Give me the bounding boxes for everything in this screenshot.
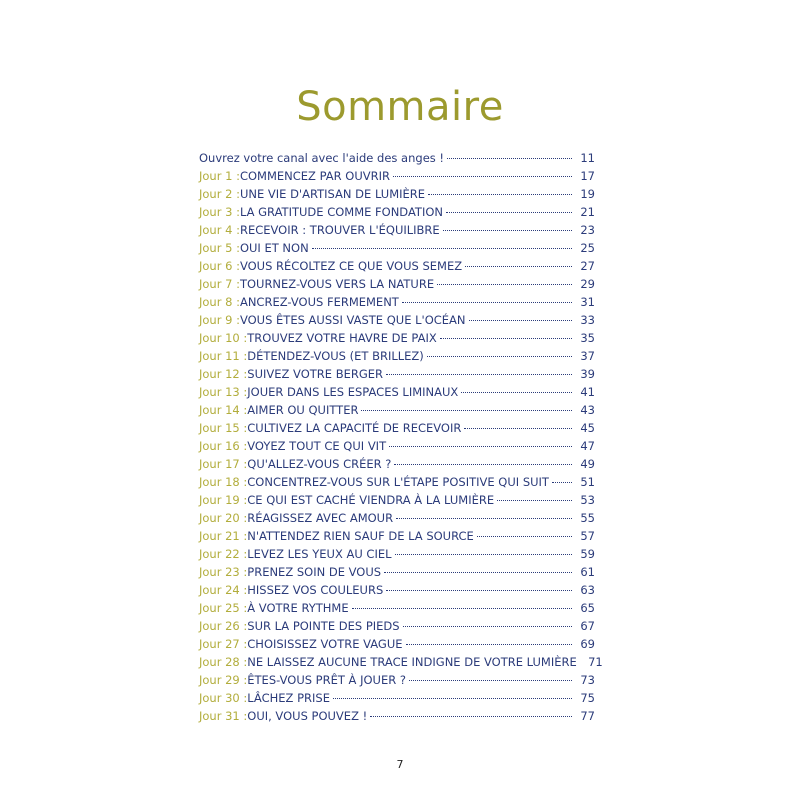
- toc-dot-leader: [440, 338, 572, 339]
- toc-entry-day-prefix: Jour 16 :: [199, 439, 248, 453]
- toc-entry-title: COMMENCEZ PAR OUVRIR: [239, 169, 390, 183]
- toc-entry-title: UNE VIE D'ARTISAN DE LUMIÈRE: [239, 187, 426, 201]
- toc-entry-title: CULTIVEZ LA CAPACITÉ DE RECEVOIR: [247, 421, 462, 435]
- toc-entry: [199, 349, 595, 367]
- toc-entry: [199, 169, 595, 187]
- toc-entry: [199, 439, 595, 457]
- toc-dot-leader: [552, 482, 572, 483]
- toc-entry: [199, 583, 595, 601]
- toc-entry-day-prefix: Jour 6 :: [199, 259, 240, 273]
- toc-dot-leader: [465, 266, 572, 267]
- toc-dot-leader: [427, 356, 572, 357]
- toc-entry-page-number: 59: [580, 547, 595, 561]
- toc-entry-day-prefix: Jour 26 :: [199, 619, 248, 633]
- toc-dot-leader: [386, 374, 572, 375]
- toc-dot-leader: [394, 464, 572, 465]
- toc-entry: [199, 655, 603, 673]
- toc-entry-title: N'ATTENDEZ RIEN SAUF DE LA SOURCE: [247, 529, 474, 543]
- toc-entry-day-prefix: Jour 23 :: [199, 565, 248, 579]
- toc-dot-leader: [389, 446, 572, 447]
- toc-entry-page-number: 43: [580, 403, 595, 417]
- page-number-footer: 7: [396, 758, 404, 771]
- toc-entry-page-number: 47: [580, 439, 595, 453]
- toc-entry-title: TOURNEZ-VOUS VERS LA NATURE: [239, 277, 435, 291]
- toc-entry-title: À VOTRE RYTHME: [247, 601, 349, 615]
- toc-entry: [199, 637, 595, 655]
- toc-dot-leader: [464, 428, 572, 429]
- toc-entry: [199, 187, 595, 205]
- toc-entry-day-prefix: Jour 14 :: [199, 403, 248, 417]
- toc-entry: [199, 205, 595, 223]
- toc-entry-title: ANCREZ-VOUS FERMEMENT: [239, 295, 399, 309]
- toc-dot-leader: [333, 698, 572, 699]
- toc-entry-day-prefix: Jour 12 :: [199, 367, 248, 381]
- toc-entry-page-number: 39: [580, 367, 595, 381]
- toc-entry-page-number: 55: [580, 511, 595, 525]
- toc-entry-day-prefix: Jour 10 :: [199, 331, 248, 345]
- toc-entry-day-prefix: Jour 20 :: [199, 511, 248, 525]
- toc-entry-title: AIMER OU QUITTER: [247, 403, 359, 417]
- toc-dot-leader: [352, 608, 572, 609]
- toc-entry-page-number: 65: [580, 601, 595, 615]
- toc-dot-leader: [428, 194, 572, 195]
- toc-entry-day-prefix: Jour 7 :: [199, 277, 240, 291]
- toc-entry-title: CHOISISSEZ VOTRE VAGUE: [247, 637, 403, 651]
- toc-entry-page-number: 45: [580, 421, 595, 435]
- toc-entry-day-prefix: Jour 21 :: [199, 529, 248, 543]
- toc-entry-title: RECEVOIR : TROUVER L'ÉQUILIBRE: [239, 223, 440, 237]
- toc-entry-title: DÉTENDEZ-VOUS (ET BRILLEZ): [247, 349, 424, 363]
- toc-entry: [199, 403, 595, 421]
- toc-entry-day-prefix: Jour 31 :: [199, 709, 248, 723]
- toc-entry-day-prefix: Jour 25 :: [199, 601, 248, 615]
- toc-entry: [199, 709, 595, 727]
- toc-entry-day-prefix: Jour 8 :: [199, 295, 240, 309]
- toc-entry: [199, 619, 595, 637]
- toc-entry-day-prefix: Jour 9 :: [199, 313, 240, 327]
- toc-entry-title: PRENEZ SOIN DE VOUS: [247, 565, 382, 579]
- toc-entry: [199, 313, 595, 331]
- toc-entry-day-prefix: Jour 4 :: [199, 223, 240, 237]
- toc-dot-leader: [396, 518, 572, 519]
- toc-dot-leader: [403, 626, 572, 627]
- toc-dot-leader: [361, 410, 572, 411]
- toc-entry: [199, 385, 595, 403]
- toc-entry-day-prefix: Jour 27 :: [199, 637, 248, 651]
- toc-entry-page-number: 51: [580, 475, 595, 489]
- toc-entry-title: Ouvrez votre canal avec l'aide des anges !: [199, 151, 445, 165]
- toc-entry-page-number: 73: [580, 673, 595, 687]
- toc-entry: [199, 367, 595, 385]
- toc-dot-leader: [461, 392, 572, 393]
- toc-entry-title: OUI, VOUS POUVEZ !: [247, 709, 368, 723]
- toc-entry-day-prefix: Jour 1 :: [199, 169, 240, 183]
- toc-entry-day-prefix: Jour 13 :: [199, 385, 248, 399]
- toc-entry-title: JOUER DANS LES ESPACES LIMINAUX: [247, 385, 459, 399]
- toc-dot-leader: [312, 248, 572, 249]
- toc-entry-day-prefix: Jour 2 :: [199, 187, 240, 201]
- toc-entry-day-prefix: Jour 28 :: [199, 655, 248, 669]
- toc-entry-page-number: 53: [580, 493, 595, 507]
- toc-entry: [199, 691, 595, 709]
- toc-entry: [199, 331, 595, 349]
- toc-entry-page-number: 57: [580, 529, 595, 543]
- toc-entry: [199, 277, 595, 295]
- toc-dot-leader: [402, 302, 572, 303]
- toc-dot-leader: [437, 284, 572, 285]
- toc-entry-page-number: 63: [580, 583, 595, 597]
- toc-entry: [199, 223, 595, 241]
- table-of-contents: [199, 151, 603, 727]
- toc-entry-title: VOUS RÉCOLTEZ CE QUE VOUS SEMEZ: [239, 259, 463, 273]
- toc-entry-page-number: 27: [580, 259, 595, 273]
- page-title: Sommaire: [296, 84, 504, 130]
- toc-dot-leader: [370, 716, 572, 717]
- toc-entry: [199, 241, 595, 259]
- toc-entry-page-number: 75: [580, 691, 595, 705]
- toc-entry-page-number: 71: [588, 655, 603, 669]
- toc-entry-day-prefix: Jour 5 :: [199, 241, 240, 255]
- toc-entry-day-prefix: Jour 29 :: [199, 673, 248, 687]
- toc-entry-page-number: 23: [580, 223, 595, 237]
- toc-entry-title: OUI ET NON: [239, 241, 309, 255]
- toc-dot-leader: [393, 176, 572, 177]
- toc-dot-leader: [447, 158, 572, 159]
- toc-entry-title: CONCENTREZ-VOUS SUR L'ÉTAPE POSITIVE QUI SUIT: [247, 475, 549, 489]
- toc-dot-leader: [497, 500, 572, 501]
- toc-entry-title: NE LAISSEZ AUCUNE TRACE INDIGNE DE VOTRE LUMIÈRE: [247, 655, 577, 669]
- toc-dot-leader: [409, 680, 572, 681]
- toc-entry-title: VOUS ÊTES AUSSI VASTE QUE L'OCÉAN: [239, 313, 466, 327]
- toc-entry: [199, 529, 595, 547]
- toc-entry-page-number: 17: [580, 169, 595, 183]
- toc-entry-day-prefix: Jour 18 :: [199, 475, 248, 489]
- toc-entry-page-number: 35: [580, 331, 595, 345]
- toc-entry-day-prefix: Jour 17 :: [199, 457, 248, 471]
- toc-entry-day-prefix: Jour 22 :: [199, 547, 248, 561]
- toc-entry-day-prefix: Jour 30 :: [199, 691, 248, 705]
- toc-entry-day-prefix: Jour 19 :: [199, 493, 248, 507]
- toc-entry: [199, 475, 595, 493]
- toc-dot-leader: [469, 320, 572, 321]
- toc-entry-page-number: 69: [580, 637, 595, 651]
- toc-entry-title: ÊTES-VOUS PRÊT À JOUER ?: [247, 673, 406, 687]
- toc-entry-page-number: 33: [580, 313, 595, 327]
- toc-dot-leader: [443, 230, 572, 231]
- toc-entry: [199, 421, 595, 439]
- toc-entry-title: LÂCHEZ PRISE: [247, 691, 330, 705]
- toc-entry-title: HISSEZ VOS COULEURS: [247, 583, 384, 597]
- toc-entry-title: LEVEZ LES YEUX AU CIEL: [247, 547, 392, 561]
- toc-entry-day-prefix: Jour 24 :: [199, 583, 248, 597]
- toc-dot-leader: [384, 572, 572, 573]
- toc-entry-day-prefix: Jour 11 :: [199, 349, 248, 363]
- toc-entry-page-number: 25: [580, 241, 595, 255]
- toc-entry-page-number: 61: [580, 565, 595, 579]
- toc-entry: [199, 259, 595, 277]
- toc-entry-page-number: 21: [580, 205, 595, 219]
- toc-entry: [199, 547, 595, 565]
- toc-entry-page-number: 67: [580, 619, 595, 633]
- toc-entry: [199, 151, 595, 169]
- toc-entry-page-number: 49: [580, 457, 595, 471]
- toc-entry-day-prefix: Jour 3 :: [199, 205, 240, 219]
- toc-entry: [199, 457, 595, 475]
- toc-dot-leader: [395, 554, 572, 555]
- toc-entry: [199, 601, 595, 619]
- toc-entry-title: RÉAGISSEZ AVEC AMOUR: [247, 511, 394, 525]
- toc-dot-leader: [406, 644, 572, 645]
- toc-entry-title: CE QUI EST CACHÉ VIENDRA À LA LUMIÈRE: [247, 493, 495, 507]
- toc-entry: [199, 295, 595, 313]
- toc-entry-title: SUIVEZ VOTRE BERGER: [247, 367, 384, 381]
- toc-entry-title: VOYEZ TOUT CE QUI VIT: [247, 439, 387, 453]
- toc-entry-title: SUR LA POINTE DES PIEDS: [247, 619, 400, 633]
- toc-entry-title: LA GRATITUDE COMME FONDATION: [239, 205, 444, 219]
- toc-entry-page-number: 19: [580, 187, 595, 201]
- toc-entry: [199, 565, 595, 583]
- toc-dot-leader: [386, 590, 572, 591]
- toc-entry-page-number: 11: [580, 151, 595, 165]
- toc-entry-title: TROUVEZ VOTRE HAVRE DE PAIX: [247, 331, 437, 345]
- toc-entry-title: QU'ALLEZ-VOUS CRÉER ?: [247, 457, 392, 471]
- toc-entry-page-number: 31: [580, 295, 595, 309]
- toc-entry: [199, 493, 595, 511]
- toc-entry-page-number: 29: [580, 277, 595, 291]
- toc-entry-page-number: 37: [580, 349, 595, 363]
- toc-dot-leader: [446, 212, 572, 213]
- toc-dot-leader: [477, 536, 572, 537]
- toc-entry: [199, 673, 595, 691]
- toc-entry-page-number: 77: [580, 709, 595, 723]
- toc-entry-day-prefix: Jour 15 :: [199, 421, 248, 435]
- toc-entry: [199, 511, 595, 529]
- toc-entry-page-number: 41: [580, 385, 595, 399]
